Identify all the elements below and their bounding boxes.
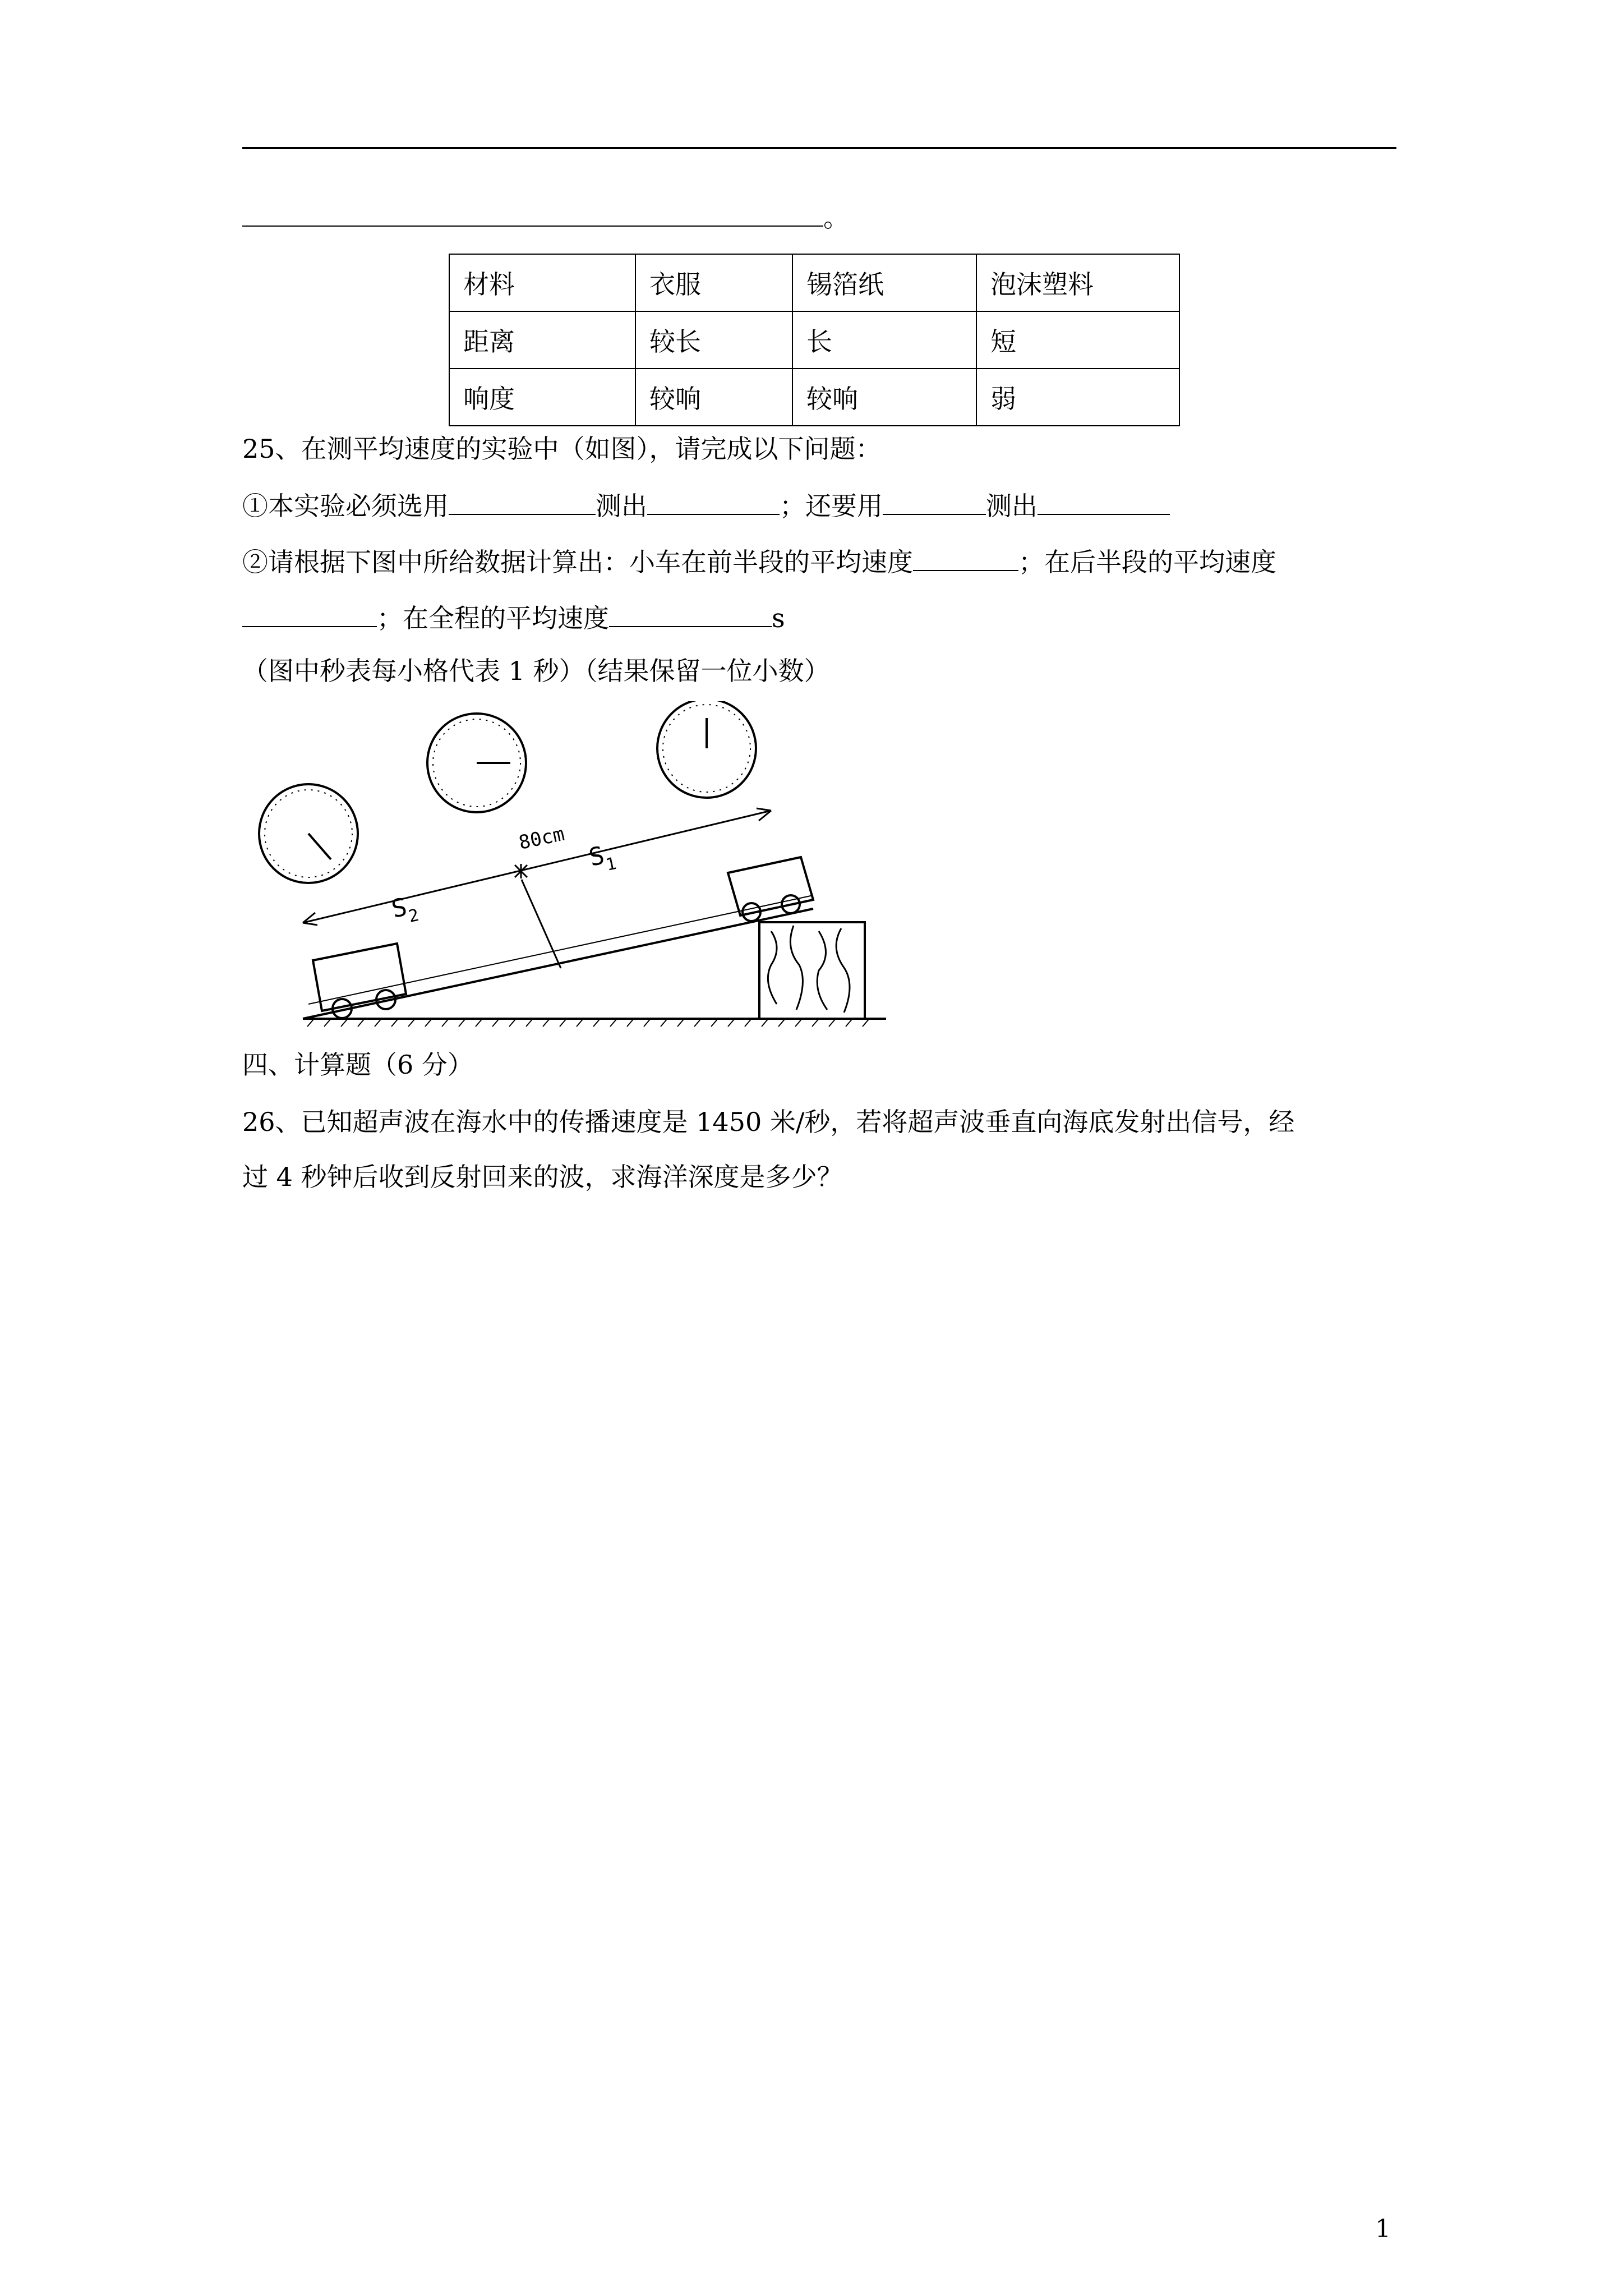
quantity-blank-1[interactable] [647, 488, 780, 515]
table-cell: 泡沫塑料 [976, 254, 1179, 311]
q25-title: 25、在测平均速度的实验中（如图），请完成以下问题： [242, 434, 882, 464]
table-cell: 距离 [449, 311, 635, 369]
front-speed-blank[interactable] [913, 544, 1018, 571]
quantity-blank-2[interactable] [1038, 488, 1170, 515]
s1-label: $S_1$ [586, 841, 619, 876]
q25-p2-text-a: ②请根据下图中所给数据计算出：小车在前半段的平均速度 [242, 547, 913, 577]
table-cell: 长 [792, 311, 976, 369]
incline-edge [308, 895, 813, 1004]
q25-part2 [242, 544, 1276, 579]
table-row [449, 254, 1179, 311]
end-punct: 。 [823, 203, 849, 233]
table-cell: 衣服 [635, 254, 792, 311]
table-row [449, 369, 1179, 426]
total-speed-blank[interactable] [609, 600, 772, 627]
answer-blank[interactable] [242, 200, 823, 227]
back-speed-blank[interactable] [242, 600, 377, 627]
s2-label: $S_2$ [389, 892, 421, 927]
q25-note: （图中秒表每小格代表 1 秒）（结果保留一位小数） [242, 656, 830, 686]
q25-p1-text-d: 测出 [986, 491, 1038, 521]
q25-p2-text-b: ；在后半段的平均速度 [1018, 547, 1276, 577]
support-block [759, 922, 865, 1019]
table-cell: 较响 [792, 369, 976, 426]
table-row [449, 311, 1179, 369]
table-cell: 较长 [635, 311, 792, 369]
table-cell: 弱 [976, 369, 1179, 426]
distance-label: 80cm [517, 822, 566, 854]
q25-part3 [242, 600, 785, 635]
q25-part1 [242, 488, 1170, 523]
wood-grain [768, 926, 850, 1013]
stopwatch-middle [427, 714, 526, 812]
material-table [449, 254, 1180, 426]
q25-p3-text-b: s [772, 603, 785, 633]
instrument-blank-1[interactable] [449, 488, 596, 515]
q25-p1-text-b: 测出 [596, 491, 647, 521]
ground-hatch [307, 1019, 869, 1027]
table-cell: 较响 [635, 369, 792, 426]
q25-p1-text-c: ；还要用 [780, 491, 883, 521]
table-cell: 锡箔纸 [792, 254, 976, 311]
table-cell: 短 [976, 311, 1179, 369]
page-number: 1 [1375, 2215, 1391, 2243]
incline-figure [247, 701, 909, 1032]
midpoint-line [522, 880, 561, 968]
stopwatch-right [657, 701, 756, 798]
header-rule [242, 147, 1396, 149]
answer-line-end [242, 200, 849, 234]
q25-p1-text-a: ①本实验必须选用 [242, 491, 449, 521]
q25-p3-text-a: ；在全程的平均速度 [377, 603, 609, 633]
section4-heading: 四、计算题（6 分） [242, 1050, 473, 1080]
q26-line1: 26、已知超声波在海水中的传播速度是 1450 米/秒，若将超声波垂直向海底发射出信号，经 [242, 1107, 1295, 1137]
table-cell: 材料 [449, 254, 635, 311]
q26-line2: 过 4 秒钟后收到反射回来的波，求海洋深度是多少？ [242, 1162, 843, 1192]
distance-arrow [303, 811, 771, 923]
table-cell: 响度 [449, 369, 635, 426]
instrument-blank-2[interactable] [883, 488, 986, 515]
stopwatch-left [259, 784, 358, 883]
